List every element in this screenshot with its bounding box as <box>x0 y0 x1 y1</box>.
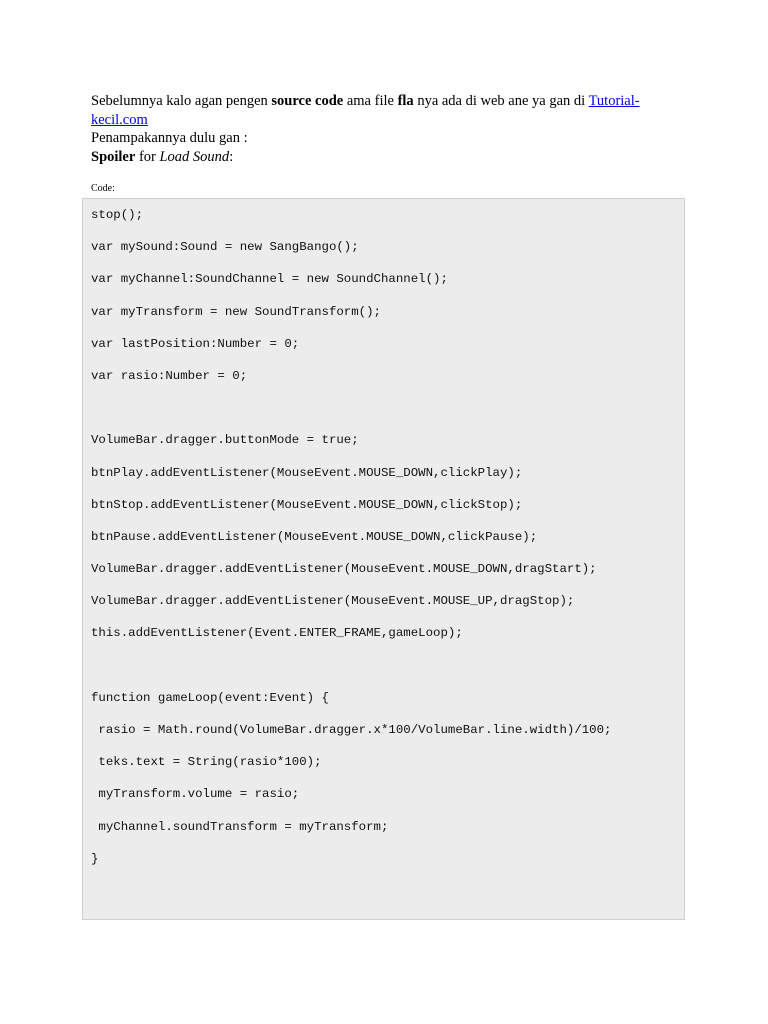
code-line: VolumeBar.dragger.addEventListener(MouseEvent.MOUSE_DOWN,dragStart); <box>91 562 597 577</box>
code-line: rasio = Math.round(VolumeBar.dragger.x*100/VolumeBar.line.width)/100; <box>91 723 612 737</box>
source-code-bold: source code <box>271 93 344 109</box>
intro-line-1 <box>91 92 671 129</box>
code-line: this.addEventListener(Event.ENTER_FRAME,gameLoop); <box>91 626 463 641</box>
code-line <box>91 657 612 689</box>
code-line: btnPause.addEventListener(MouseEvent.MOUSE_DOWN,clickPause); <box>91 529 538 544</box>
code-line <box>91 399 612 431</box>
intro-text-segment: nya ada di web ane ya gan di <box>413 93 589 109</box>
code-line: btnPlay.addEventListener(MouseEvent.MOUSE_DOWN,clickPlay); <box>91 465 523 480</box>
intro-text-segment: Sebelumnya kalo agan pengen <box>91 93 272 109</box>
code-block <box>82 198 685 920</box>
spoiler-bold: Spoiler <box>91 148 136 165</box>
code-line: var mySound:Sound = new SangBango(); <box>91 240 359 255</box>
load-sound-italic: Load Sound <box>159 148 230 165</box>
code-line: VolumeBar.dragger.buttonMode = true; <box>91 433 359 448</box>
code-line: teks.text = String(rasio*100); <box>91 755 322 770</box>
code-line: var lastPosition:Number = 0; <box>91 336 300 351</box>
code-line: var myChannel:SoundChannel = new SoundChannel(); <box>91 272 448 287</box>
intro-text-segment: ama file <box>343 93 398 109</box>
code-lines <box>91 206 612 882</box>
code-label: Code: <box>91 183 115 194</box>
code-line: btnStop.addEventListener(MouseEvent.MOUSE_DOWN,clickStop); <box>91 497 523 512</box>
code-line: myTransform.volume = rasio; <box>91 787 300 802</box>
intro-text-segment: for <box>135 148 160 165</box>
code-line: function gameLoop(event:Event) { <box>91 690 329 705</box>
fla-bold: fla <box>397 93 414 109</box>
code-line: stop(); <box>91 208 144 222</box>
code-line: myChannel.soundTransform = myTransform; <box>91 819 389 834</box>
intro-line-3 <box>91 148 671 167</box>
code-line: } <box>91 851 99 866</box>
intro-text <box>91 92 671 166</box>
intro-line-2: Penampakannya dulu gan : <box>91 130 248 146</box>
code-line: var myTransform = new SoundTransform(); <box>91 304 381 319</box>
code-line: var rasio:Number = 0; <box>91 368 248 383</box>
code-line: VolumeBar.dragger.addEventListener(MouseEvent.MOUSE_UP,dragStop); <box>91 594 575 609</box>
tutorial-kecil-link[interactable]: Tutorial-kecil.com <box>91 93 640 128</box>
intro-text-segment: : <box>229 148 234 165</box>
